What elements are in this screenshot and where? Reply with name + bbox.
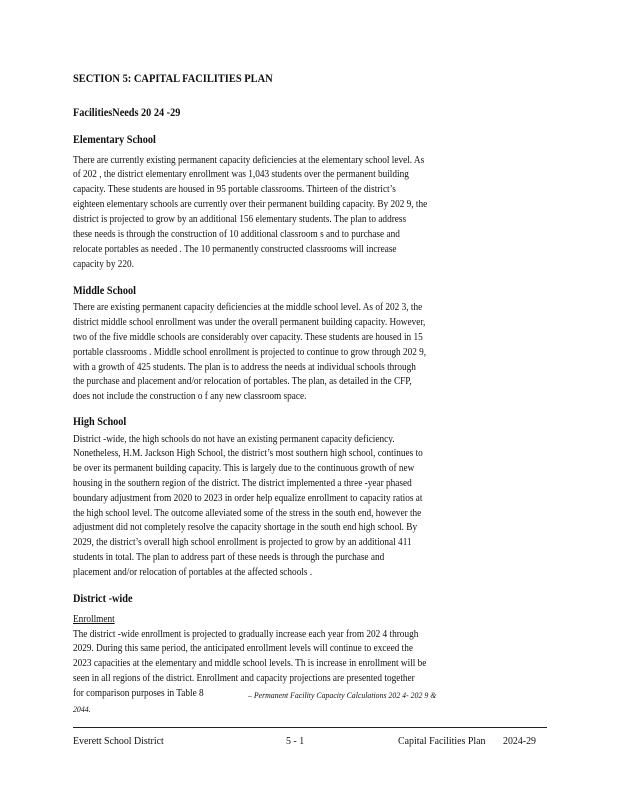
elementary-line: eighteen elementary schools are currently over their permanent building capacity. By 202 9, the xyxy=(73,199,428,210)
elementary-line: of 202 , the district elementary enrollment was 1,043 students over the permanent building xyxy=(73,169,409,180)
middle-line: two of the five middle schools are considerably over capacity. These students are housed in 15 xyxy=(73,332,423,343)
elementary-line: relocate portables as needed . The 10 permanently constructed classrooms will increase xyxy=(73,244,397,255)
elementary-line: capacity by 220. xyxy=(73,259,134,270)
district-line: 2023 capacities at the elementary and middle school levels. Th is increase in enrollment will be xyxy=(73,658,427,669)
high-line: 2029, the district’s overall high school enrollment is projected to grow by an additional 411 xyxy=(73,537,412,548)
middle-line: with a growth of 425 students. The plan is to address the needs at individual schools through xyxy=(73,362,416,373)
district-line: for comparison purposes in Table 8 xyxy=(73,688,204,699)
high-line: adjustment did not completely resolve the capacity shortage in the south end high school. By xyxy=(73,522,418,533)
footer-plan-years: 2024-29 xyxy=(503,735,537,747)
elementary-line: capacity. These students are housed in 95 portable classrooms. Thirteen of the district’s xyxy=(73,184,396,195)
elementary-line: these needs is through the construction of 10 additional classroom s and to purchase and xyxy=(73,229,400,240)
high-line: be over its permanent building capacity. This is largely due to the continuous growth of new xyxy=(73,463,415,474)
high-heading: High School xyxy=(73,416,127,428)
footer-rule xyxy=(73,727,547,728)
district-line: seen in all regions of the district. Enrollment and capacity projections are presented together xyxy=(73,673,415,684)
elementary-line: There are currently existing permanent capacity deficiencies at the elementary school level. As xyxy=(73,155,425,166)
high-line: District -wide, the high schools do not have an existing permanent capacity deficiency. xyxy=(73,434,395,445)
elementary-line: district is projected to grow by an additional 156 elementary students. The plan to address xyxy=(73,214,407,225)
elementary-heading: Elementary School xyxy=(73,134,156,146)
section-title: SECTION 5: CAPITAL FACILITIES PLAN xyxy=(73,72,273,85)
facilities-needs-heading: FacilitiesNeeds 20 24 -29 xyxy=(73,107,181,119)
middle-heading: Middle School xyxy=(73,285,136,297)
high-line: Nonetheless, H.M. Jackson High School, the district’s most southern high school, continues to xyxy=(73,448,423,459)
middle-line: the purchase and placement and/or relocation of portables. The plan, as detailed in the CFP, xyxy=(73,376,412,387)
footer-document-title: Capital Facilities Plan xyxy=(398,735,486,747)
table-reference: – Permanent Facility Capacity Calculations 202 4- 202 9 & xyxy=(248,690,437,700)
footer-page-number: 5 - 1 xyxy=(286,735,305,747)
middle-line: district middle school enrollment was under the overall permanent building capacity. However, xyxy=(73,317,426,328)
district-line: The district -wide enrollment is projected to gradually increase each year from 202 4 through xyxy=(73,629,419,640)
middle-line: portable classrooms . Middle school enrollment is projected to continue to grow through 202 9, xyxy=(73,347,427,358)
high-line: boundary adjustment from 2020 to 2023 in order help equalize enrollment to capacity ratios at xyxy=(73,493,423,504)
high-line: placement and/or relocation of portables at the affected schools . xyxy=(73,567,313,578)
middle-line: There are existing permanent capacity deficiencies at the middle school level. As of 202 3, the xyxy=(73,302,423,313)
district-line: 2029. During this same period, the anticipated enrollment levels will continue to exceed the xyxy=(73,643,413,654)
footer-district-name: Everett School District xyxy=(73,735,164,747)
enrollment-subheading: Enrollment xyxy=(73,614,115,625)
high-line: the high school level. The outcome alleviated some of the stress in the south end, however the xyxy=(73,508,422,519)
high-line: housing in the southern region of the district. The district implemented a three -year phased xyxy=(73,478,412,489)
table-reference-continued: 2044. xyxy=(73,704,91,714)
district-heading: District -wide xyxy=(73,593,133,605)
middle-line: does not include the construction o f any new classroom space. xyxy=(73,391,307,402)
high-line: students in total. The plan to address part of these needs is through the purchase and xyxy=(73,552,385,563)
